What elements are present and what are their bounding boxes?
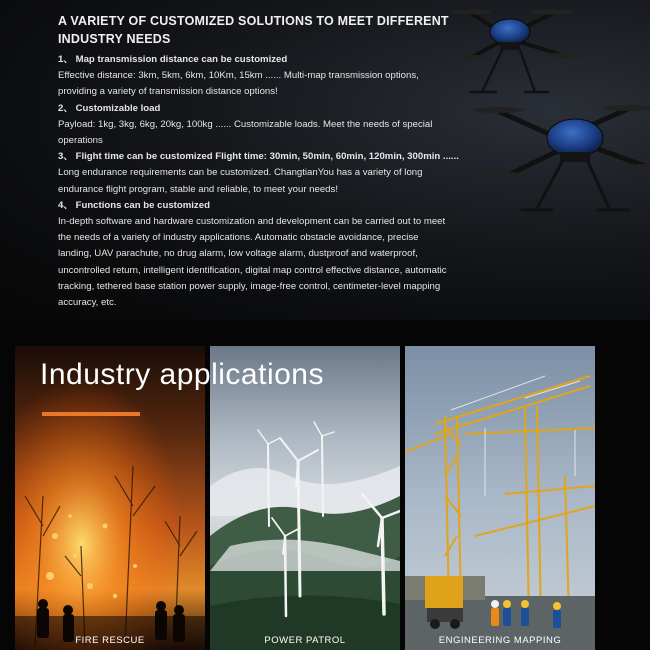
spec-item-line: providing a variety of transmission distance options! xyxy=(58,86,278,98)
spec-item-line: uncontrolled return, intelligent identification, digital map control effective distance, automatic xyxy=(58,264,447,276)
spec-item-line: tracking, tethered base station power supply, image-free control, centimeter-level mapping xyxy=(58,280,441,292)
spec-item-heading: 2、 Customizable load xyxy=(58,102,161,114)
industry-applications-section xyxy=(0,320,650,650)
spec-text-block xyxy=(58,12,508,311)
spec-item-2 xyxy=(58,101,508,150)
spec-item-line: Long endurance requirements can be customized. ChangtianYou has a variety of long xyxy=(58,167,423,179)
heading-accent-bar xyxy=(42,412,140,416)
spec-item-1 xyxy=(58,52,508,101)
engineering-mapping-panel xyxy=(405,346,595,650)
fire-rescue-label: FIRE RESCUE xyxy=(75,635,145,646)
spec-item-line: In-depth software and hardware customization and development can be carried out to meet xyxy=(58,216,446,228)
spec-item-line: the needs of a variety of industry applications. Automatic obstacle avoidance, precise xyxy=(58,232,419,244)
engineering-mapping-photo xyxy=(405,346,595,650)
spec-item-heading: 1、 Map transmission distance can be customized xyxy=(58,54,288,65)
spec-item-line: Effective distance: 3km, 5km, 6km, 10Km, 15km ...... Multi-map transmission options, xyxy=(58,70,419,82)
spec-item-heading: 4、 Functions can be customized xyxy=(58,199,210,211)
spec-item-line: endurance flight program, stable and reliable, to meet your needs! xyxy=(58,183,338,195)
power-patrol-label: POWER PATROL xyxy=(264,635,346,646)
spec-item-line: operations xyxy=(58,135,103,147)
section-title xyxy=(58,12,508,48)
engineering-mapping-label: ENGINEERING MAPPING xyxy=(438,635,562,646)
applications-heading: Industry applications xyxy=(40,358,324,391)
spec-item-4 xyxy=(58,198,508,311)
section-title-line-1: A VARIETY OF CUSTOMIZED SOLUTIONS TO MEET DIFFERENT xyxy=(58,14,449,28)
spec-item-line: landing, UAV parachute, no drug alarm, low voltage alarm, dustproof and waterproof, xyxy=(58,248,418,260)
spec-item-heading: 3、 Flight time can be customized Flight time: 30min, 50min, 60min, 120min, 300min ...... xyxy=(58,151,459,163)
spec-item-line: accuracy, etc. xyxy=(58,297,117,309)
customization-section xyxy=(0,0,650,320)
section-title-line-2: INDUSTRY NEEDS xyxy=(58,32,171,46)
spec-item-3 xyxy=(58,149,508,198)
spec-item-line: Payload: 1kg, 3kg, 6kg, 20kg, 100kg ...... Customizable loads. Meet the needs of special xyxy=(58,118,433,130)
